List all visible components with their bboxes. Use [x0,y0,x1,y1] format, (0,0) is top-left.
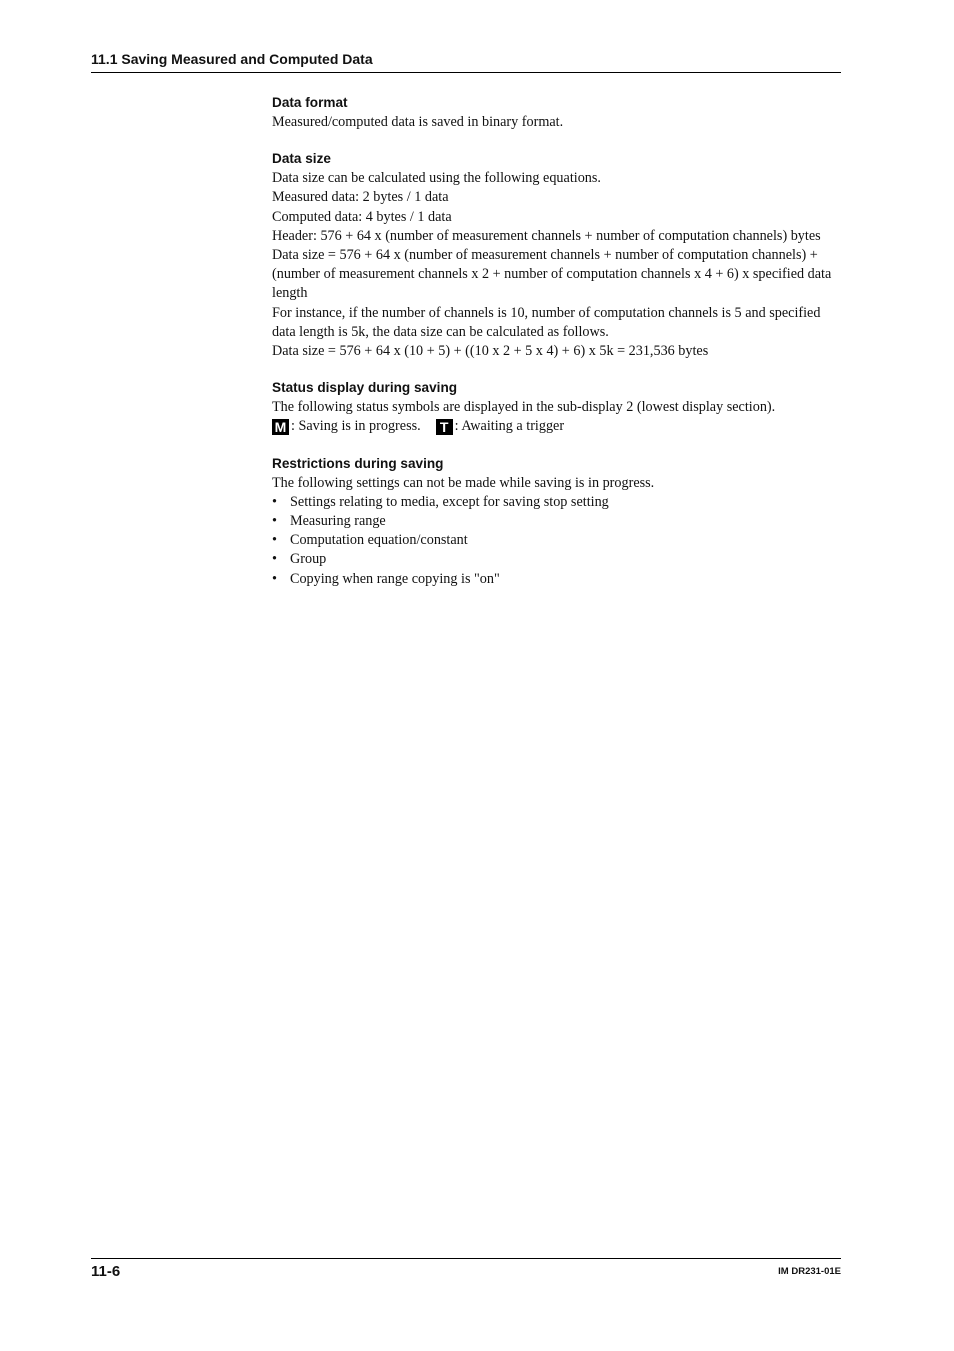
section-heading: Data size [272,151,331,167]
list-item: • Group [272,551,327,568]
equation-paragraph: Data size = 576 + 64 x (number of measurement channels + number of computation channels) + (number of measurement channels x 2 + number of computation channels x 4 + 6) x specified data length [272,247,832,302]
saving-status-symbol: M [272,419,289,435]
list-item: • Copying when range copying is "on" [272,570,500,587]
trigger-status-symbol: T [436,419,453,435]
list-item: • Settings relating to media, except for saving stop setting [272,493,609,510]
document-id: IM DR231-01E [778,1266,841,1277]
status-symbols-line [272,417,842,436]
example-paragraph: For instance, if the number of channels is 10, number of computation channels is 5 and specified data length is 5k, the data size can be calculated as follows. [272,304,821,340]
section-heading: Data format [272,95,348,110]
paragraph-line: Measured data: 2 bytes / 1 data [272,189,449,206]
restrictions-list [272,493,842,589]
paragraph: The following status symbols are displayed in the sub-display 2 (lowest display section). [272,399,776,416]
section-restrictions [272,454,842,589]
example-result-line: Data size = 576 + 64 x (10 + 5) + ((10 x 2 + 5 x 4) + 6) x 5k = 231,536 bytes [272,343,709,360]
page-number: 11-6 [91,1263,121,1280]
running-header-title: 11.1 Saving Measured and Computed Data [91,51,373,67]
list-item: • Computation equation/constant [272,532,468,549]
paragraph-line: Computed data: 4 bytes / 1 data [272,208,452,225]
section-data-format [272,93,842,132]
section-heading: Restrictions during saving [272,455,444,471]
footer-rule [91,1258,841,1259]
page-content [272,93,842,606]
paragraph: Measured/computed data is saved in binary format. [272,114,564,130]
header-rule [91,72,841,73]
trigger-status-desc: : Awaiting a trigger [454,418,565,435]
list-item: • Measuring range [272,513,386,530]
paragraph: The following settings can not be made while saving is in progress. [272,474,655,491]
section-data-size [272,149,842,361]
section-heading: Status display during saving [272,380,458,396]
paragraph-line: Data size can be calculated using the following equations. [272,170,601,187]
paragraph-line: Header: 576 + 64 x (number of measurement channels + number of computation channels) bytes [272,227,821,244]
section-status-display [272,378,842,436]
saving-status-desc: : Saving is in progress. [291,418,421,435]
